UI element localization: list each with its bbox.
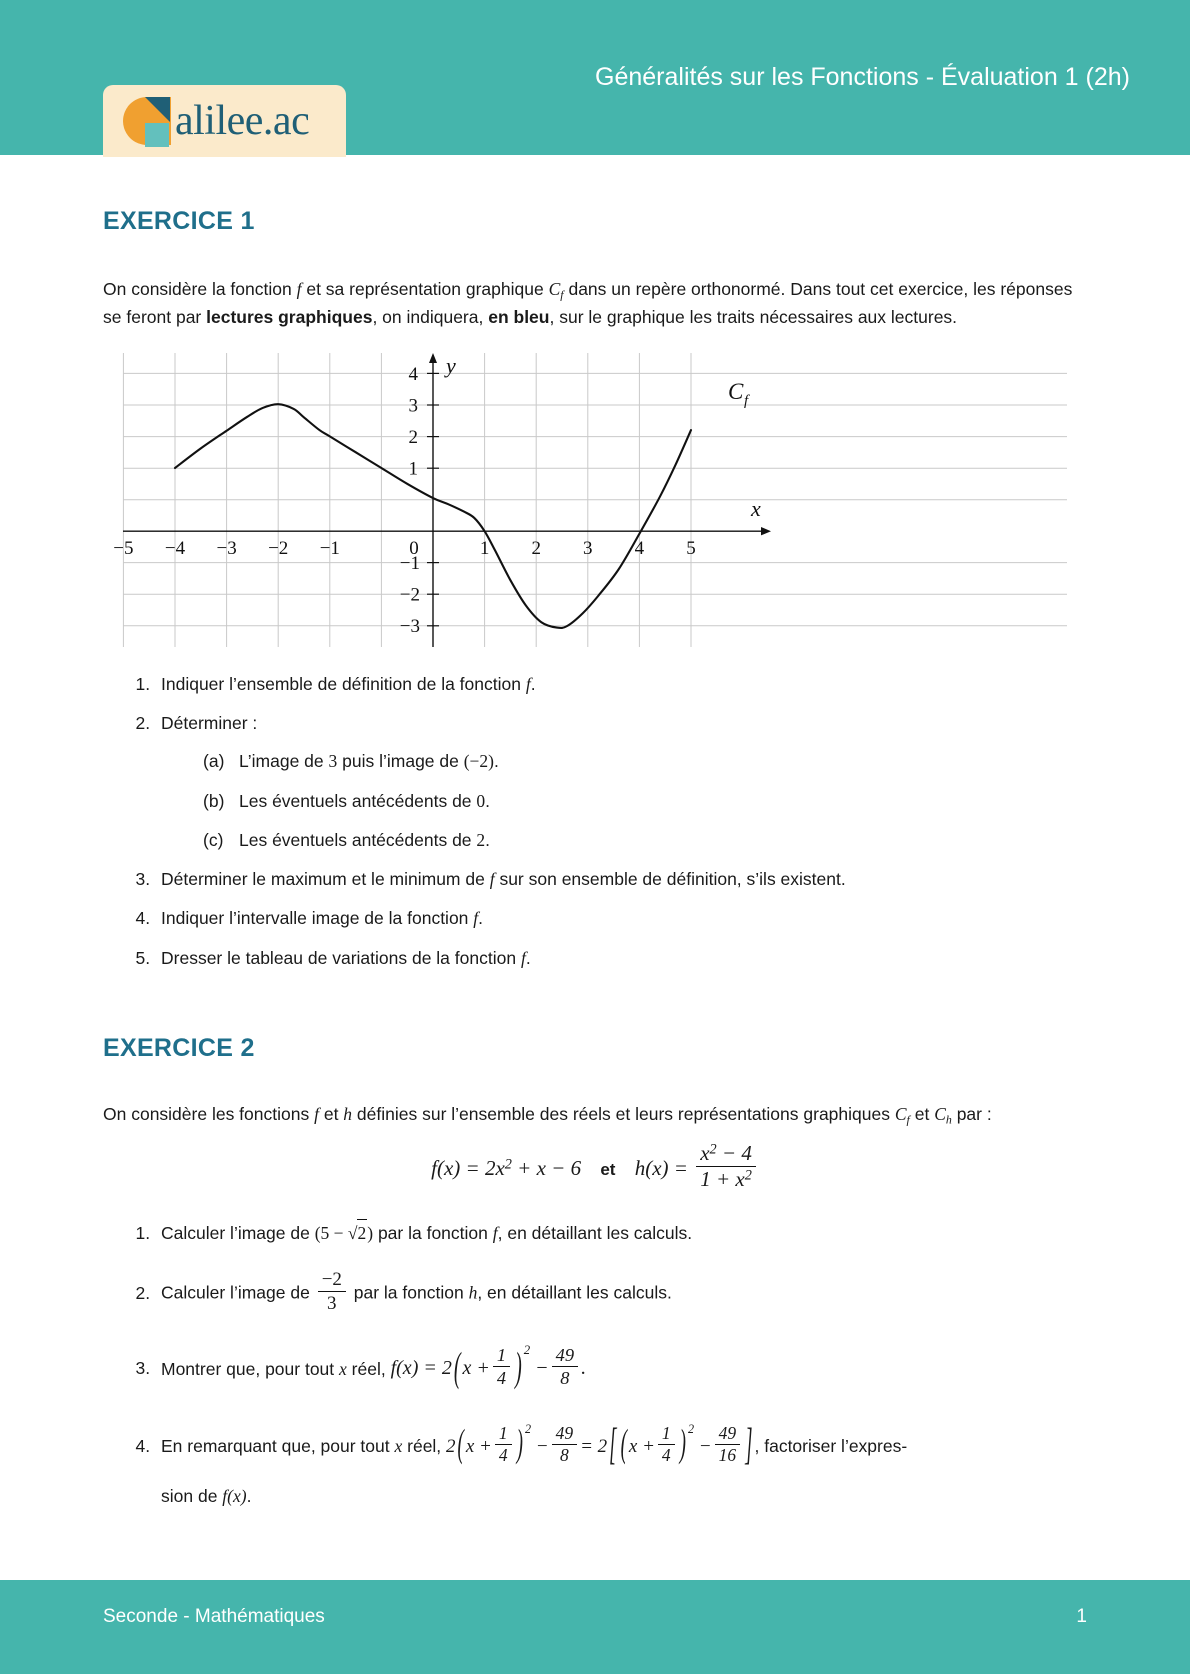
svg-text:3: 3 [408,395,418,417]
ex2-q4-x: x [394,1435,403,1456]
y-axis-arrow [429,353,437,363]
intro-text-4: , on indiquera, [372,306,489,327]
svg-text:−4: −4 [164,537,186,559]
formula-f-rest: + x − 6 [511,1155,582,1180]
sqrt-icon: √2 [348,1219,367,1246]
q2a-number-2: (−2) [463,751,495,772]
x-axis-label: x [751,495,761,521]
ex2-q3-text-2: réel, [346,1358,391,1379]
q2-text: Déterminer : [161,713,258,734]
ex2-q1-text-1: Calculer l’image de [161,1222,315,1243]
q3-text-1: Déterminer le maximum et le minimum de [161,869,490,890]
formula-f-pow: 2 [504,1156,512,1173]
formula-h-num-pow: 2 [709,1141,717,1158]
q4-f: f [473,908,479,929]
intro-text-1: On considère la fonction [103,279,297,299]
question-2a [203,748,1087,774]
page-header [0,0,1190,155]
svg-text:−5: −5 [113,537,134,559]
q1-f: f [525,673,531,694]
q2a-text-2: puis l’image de [337,751,464,772]
ex2-q4-text-1: En remarquant que, pour tout [161,1435,395,1456]
q4-text-2: . [478,908,484,929]
formula-h-fraction [696,1141,756,1193]
ex2-question-3 [155,1342,1087,1390]
svg-text:4: 4 [408,363,418,385]
page-footer [0,1580,1190,1674]
intro-text-3: dans un repère orthonormé. Dans tout cet exercice, les réponses se feront par [103,279,1073,327]
logo-triangle-shape [145,97,170,122]
formula-h-den [696,1167,756,1193]
question-2-sublist [161,748,1087,853]
ex2-q4-expr: 2 ( x + $\frac{1}{4}$ ) $^2$ − $\frac{49}{8}$ = 2 [ ( x + $\frac{1}{4}$ ) $^2$ − $\frac{49}{16}$ ] [446,1420,753,1470]
q3-f: f [489,869,495,890]
q2a-text-1: L’image de [239,751,329,772]
intro-text-2: et sa représentation graphique [301,279,549,299]
ex2-q4-fx: f(x) [222,1485,247,1506]
ex2-q2-text-3: , en détaillant les calculs. [477,1282,672,1303]
q4-text-1: Indiquer l’intervalle image de la fonction [161,908,474,929]
formula-h-num [696,1141,756,1168]
ex2-intro-h: h [343,1103,353,1124]
ex2-q2-text-2: par la fonction [348,1282,469,1303]
exercise-1-heading: EXERCICE 1 [103,207,255,235]
intro-f: f [296,279,302,299]
logo-square-shape [145,123,169,147]
ex2-intro-cf-sub: f [906,1112,910,1127]
ex2-q3-expr: f(x) = 2 ( x + $\frac{1}{4}$ ) $^2$ − $\frac{49}{8}$ . [390,1343,587,1391]
q2c-text-2: . [485,829,491,850]
question-3 [155,866,1087,892]
q2c-number: 2 [476,829,486,850]
ex2-q2-text-1: Calculer l’image de [161,1282,315,1303]
ex2-q2-den: 3 [327,1293,337,1315]
intro-cf-sub: f [560,287,564,302]
q1-text: Indiquer l’ensemble de définition de la fonction [161,673,526,694]
document-title: Généralités sur les Fonctions - Évaluation 1 (2h) [595,63,1130,91]
ex2-q2-num: −2 [318,1268,346,1292]
formula-f-lhs: f(x) = 2x [431,1155,505,1180]
ex2-q4-text-5: . [246,1485,252,1506]
q2c-text-1: Les éventuels antécédents de [239,829,477,850]
ex2-intro-ch: C [934,1103,946,1124]
formula-h-num-x: x [700,1140,710,1165]
function-graph [103,351,1087,651]
formula-h-lhs: h(x) = [634,1155,688,1180]
grid-lines-horizontal [123,373,1067,625]
ex2-q4-text-2: réel, [402,1435,447,1456]
ex2-question-4 [155,1420,1087,1509]
svg-text:0: 0 [409,537,419,559]
question-4 [155,905,1087,931]
q2a-text-3: . [494,751,499,772]
svg-text:5: 5 [686,537,696,559]
ex2-intro-f: f [314,1103,319,1124]
y-axis-label: y [446,352,456,378]
ex2-q4-line2 [161,1483,1087,1509]
question-1 [155,671,1087,697]
exercise-1-questions [103,671,1087,971]
q3-text-2: sur son ensemble de définition, s’ils existent. [494,869,846,890]
ex2-q2-h: h [468,1282,478,1303]
formula-h-den-pow: 2 [744,1167,752,1184]
ex2-q4-text-3: , factoriser l’expres- [754,1435,908,1456]
exercise-2-heading: EXERCICE 2 [103,1033,255,1062]
q5-f: f [520,947,526,968]
ex2-q4-text-4: sion de [161,1485,223,1506]
page-number: 1 [1076,1606,1087,1627]
formula-h-num-rest: − 4 [716,1140,752,1165]
question-2 [155,710,1087,853]
ex2-q3-x: x [339,1358,347,1379]
ex2-q2-fraction [318,1268,346,1315]
intro-bold-2: en bleu [488,306,550,327]
ex2-intro-3: définies sur l’ensemble des réels et leurs représentations graphiques [352,1103,895,1124]
formula-h-den-txt: 1 + x [700,1167,745,1192]
svg-text:3: 3 [583,537,593,559]
svg-text:−1: −1 [399,552,420,574]
ex2-q1-text-2: par la fonction [373,1222,493,1243]
svg-text:−2: −2 [399,584,420,606]
logo [103,85,346,157]
q2b-text-2: . [485,790,491,811]
exercise-2-formula [103,1141,1087,1193]
intro-cf: C [548,279,561,299]
exercise-2-intro [103,1101,1087,1129]
graph-svg [103,351,1087,651]
ex2-intro-4: et [909,1103,935,1124]
q5-text-2: . [525,947,531,968]
svg-text:−1: −1 [319,537,340,559]
svg-text:C: C [728,378,744,404]
exercise-1-intro [103,276,1087,331]
ex2-question-2 [155,1268,1087,1315]
page-body [0,155,1190,1522]
svg-text:1: 1 [408,458,418,480]
q2a-number-1: 3 [328,751,338,772]
svg-text:4: 4 [634,537,645,559]
intro-bold-1: lectures graphiques [206,306,373,327]
x-axis-arrow [761,527,771,535]
logo-text: alilee.ac [175,98,310,144]
svg-text:−3: −3 [216,537,237,559]
q1-end: . [530,673,536,694]
svg-text:−3: −3 [399,615,420,637]
question-5 [155,945,1087,971]
intro-text-5: , sur le graphique les traits nécessaires aux lectures. [549,306,958,327]
question-2b [203,788,1087,814]
ex2-q1-text-3: , en détaillant les calculs. [497,1222,693,1243]
ex2-q3-text-1: Montrer que, pour tout [161,1358,340,1379]
svg-text:f: f [744,392,749,409]
svg-text:1: 1 [479,537,490,559]
exercise-2-questions [103,1219,1087,1509]
ex2-q1-f: f [492,1222,498,1243]
q5-text-1: Dresser le tableau de variations de la fonction [161,947,521,968]
ex2-intro-2: et [318,1103,344,1124]
formula-et: et [600,1159,616,1179]
ex2-intro-1: On considère les fonctions [103,1103,315,1124]
footer-left-text: Seconde - Mathématiques [103,1606,325,1627]
question-2c [203,827,1087,853]
svg-text:2: 2 [408,426,418,448]
ex2-question-1 [155,1219,1087,1246]
ex2-intro-cf: C [894,1103,907,1124]
svg-text:−2: −2 [268,537,289,559]
svg-text:2: 2 [531,537,541,559]
q2b-number: 0 [476,790,486,811]
ex2-q1-expr: (5 − √2) [315,1223,373,1243]
ex2-intro-ch-sub: h [945,1112,952,1127]
q2b-text-1: Les éventuels antécédents de [239,790,477,811]
ex2-intro-5: par : [951,1103,992,1124]
logo-mark-icon [121,95,173,147]
